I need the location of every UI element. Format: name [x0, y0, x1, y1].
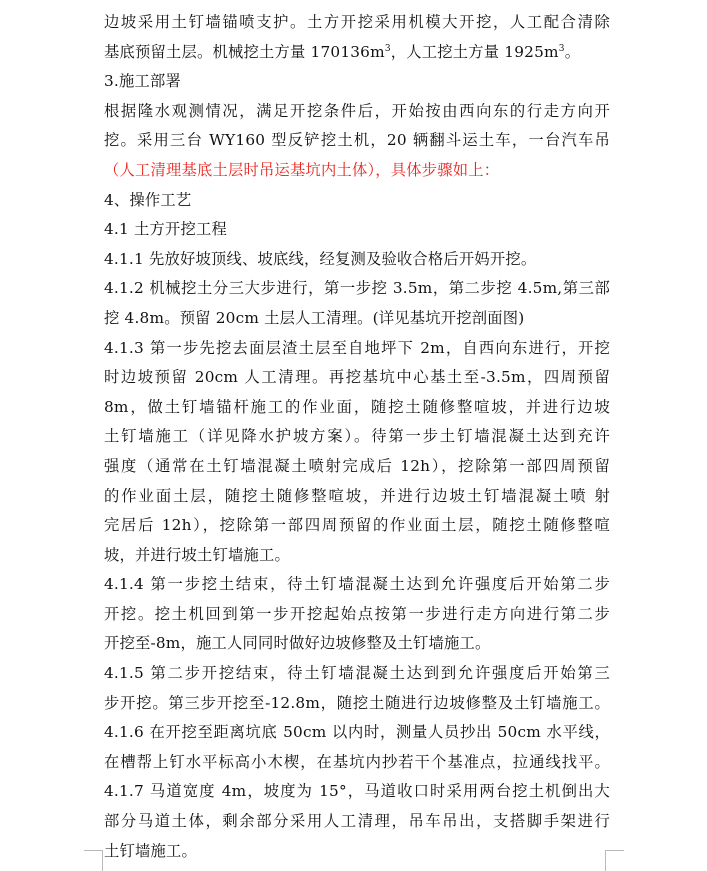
text-line: 挖。采用三台 WY160 型反铲挖土机，20 辆翻斗运土车，一台汽车吊	[104, 131, 610, 150]
text-line: 强度（通常在土钉墙混凝土喷射完成后 12h），挖除第一部四周预留	[104, 456, 610, 475]
text-line: 开挖至-8m，施工人同同时做好边坡修整及土钉墙施工。	[104, 634, 491, 653]
text-line: 3.施工部署	[104, 72, 181, 91]
text-line: 4.1.1 先放好坡顶线、坡底线，经复测及验收合格后开妈开挖。	[104, 249, 537, 268]
text-line: 在槽帮上钉水平标高小木楔，在基坑内抄若干个基准点，拉通线找平。	[104, 752, 610, 771]
text-line: 4.1.2 机械挖土分三大步进行，第一步挖 3.5m，第二步挖 4.5m,第三部	[104, 279, 610, 298]
text-line: 4.1.7 马道宽度 4m，坡度为 15°，马道收口时采用两台挖土机倒出大	[104, 782, 610, 801]
text-line: 时边坡预留 20cm 人工清理。再挖基坑中心基土至-3.5m，四周预留	[104, 368, 610, 387]
text-line: 4.1.6 在开挖至距离坑底 50cm 以内时，测量人员抄出 50cm 水平线，	[104, 723, 610, 742]
text-line: 坡，并进行坡土钉墙施工。	[104, 545, 290, 564]
text-line: 挖 4.8m。预留 20cm 土层人工清理。(详见基坑开挖剖面图)	[104, 308, 525, 327]
text-line: 土钉墙施工（详见降水护坡方案）。待第一步土钉墙混凝土达到充许	[104, 427, 610, 446]
text-line: 4.1.4 第一步挖土结束，待土钉墙混凝土达到允许强度后开始第二步	[104, 575, 610, 594]
document-body	[104, 8, 610, 866]
text-line: 4.1.5 第二步开挖结束，待土钉墙混凝土达到到允许强度后开始第三	[104, 664, 610, 683]
text-line: 土钉墙施工。	[104, 841, 197, 860]
text-line: 4.1 土方开挖工程	[104, 220, 227, 239]
text-line: 边坡采用土钉墙锚喷支护。土方开挖采用机模大开挖，人工配合清除	[104, 13, 610, 31]
text-line: （人工清理基底土层时吊运基坑内土体），具体步骤如上：	[104, 160, 500, 179]
text-line: 步开挖。第三步开挖至-12.8m，随挖土随进行边坡修整及土钉墙施工。	[104, 693, 610, 712]
crop-mark-bottom-left	[84, 850, 103, 871]
text-line: 根据隆水观测情况，满足开挖条件后，开始按由西向东的行走方向开	[104, 101, 610, 120]
crop-mark-bottom-right	[605, 850, 624, 871]
text-line: 基底预留土层。机械挖土方量 $170136m^3$，人工挖土方量 $1925m^3$。	[104, 42, 581, 61]
text-line: 部分马道土体，剩余部分采用人工清理，吊车吊出，支搭脚手架进行	[104, 812, 610, 831]
text-line: 完居后 12h），挖除第一部四周预留的作业面土层，随挖土随修整喧	[104, 516, 610, 535]
text-line: 开挖。挖土机回到第一步开挖起始点按第一步进行走方向进行第二步	[104, 604, 610, 623]
text-line: 的作业面土层，随挖土随修整喧坡，并进行边坡土钉墙混凝土喷 射	[104, 486, 610, 505]
text-line: 4、操作工艺	[104, 190, 192, 209]
text-line: 8m，做土钉墙锚杆施工的作业面，随挖土随修整喧坡，并进行边坡	[104, 397, 610, 416]
text-line: 4.1.3 第一步先挖去面层渣土层至自地坪下 2m，自西向东进行，开挖	[104, 338, 610, 357]
